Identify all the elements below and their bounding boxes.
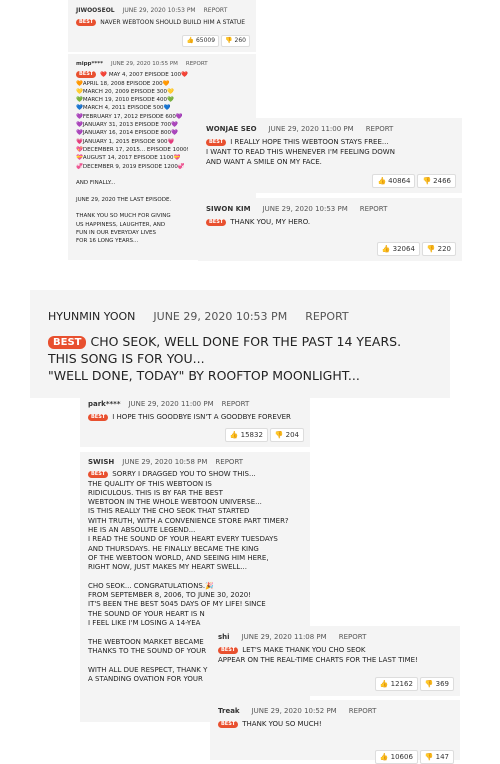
best-badge: BEST	[218, 721, 238, 728]
report-link[interactable]: REPORT	[365, 125, 394, 133]
vote-group	[377, 242, 456, 256]
comment-line: "WELL DONE, TODAY" BY ROOFTOP MOONLIGHT...	[48, 368, 360, 383]
comment-username: SWISH	[88, 458, 115, 466]
comment-header	[218, 706, 452, 716]
thumbs-down-icon: 👎	[225, 37, 233, 44]
comment-line: JUNE 29, 2020 THE LAST EPISODE.	[76, 196, 172, 203]
thumbs-down-icon: 👎	[422, 177, 432, 185]
thumbs-down-icon: 👎	[426, 245, 436, 253]
comment-username: JIWOOSEOL	[76, 7, 115, 14]
dislike-button[interactable]	[221, 35, 250, 47]
like-count: 15832	[240, 431, 263, 439]
thumbs-down-icon: 👎	[274, 431, 284, 439]
comment-card	[80, 393, 310, 447]
comment-header	[48, 308, 432, 325]
comment-line: AND FINALLY...	[76, 180, 116, 187]
comment-line: THE SOUND OF YOUR HEART IS N	[88, 609, 205, 618]
best-badge: BEST	[76, 71, 96, 78]
comment-line: THANKS TO THE SOUND OF YOUR	[88, 646, 207, 655]
dislike-count: 147	[435, 753, 449, 761]
comment-line: IT'S BEEN THE BEST 5045 DAYS OF MY LIFE! SINCE	[88, 600, 266, 609]
comment-header	[88, 458, 302, 467]
comment-date: JUNE 29, 2020 11:00 PM	[128, 400, 214, 408]
comment-text	[218, 719, 452, 729]
comment-date: JUNE 29, 2020 10:55 PM	[111, 61, 178, 67]
comment-username: SIWON KIM	[206, 205, 251, 213]
like-count: 65009	[195, 37, 216, 44]
like-button[interactable]	[225, 428, 268, 442]
comment-line: I READ THE SOUND OF YOUR HEART EVERY TUESDAYS	[88, 535, 278, 544]
comment-card-featured	[30, 290, 450, 398]
comment-username: WONJAE SEO	[206, 125, 257, 133]
comment-line: APPEAR ON THE REAL-TIME CHARTS FOR THE LAST TIME!	[218, 656, 418, 664]
comment-line: RIGHT NOW, JUST MAKES MY HEART SWELL...	[88, 563, 248, 572]
comment-line: 💜JANUARY 31, 2013 EPISODE 700💜	[76, 122, 178, 129]
comment-date: JUNE 29, 2020 10:53 PM	[122, 7, 196, 14]
thumbs-up-icon: 👍	[377, 177, 387, 185]
comment-header	[76, 60, 248, 68]
comment-header	[206, 204, 454, 214]
comment-line: THE QUALITY OF THIS WEBTOON IS	[88, 479, 212, 488]
comment-header	[76, 6, 248, 15]
vote-group	[375, 750, 454, 764]
comment-line: 💖DECEMBER 17, 2015... EPISODE 1000!	[76, 146, 189, 153]
comment-line: AND WANT A SMILE ON MY FACE.	[206, 158, 322, 166]
dislike-button[interactable]	[420, 677, 454, 691]
dislike-button[interactable]	[422, 242, 456, 256]
dislike-count: 204	[285, 431, 299, 439]
report-link[interactable]: REPORT	[348, 707, 377, 715]
comment-line: 💗JANUARY 1, 2015 EPISODE 900💗	[76, 138, 175, 145]
comment-card	[210, 700, 460, 760]
comment-line: 💙MARCH 4, 2011 EPISODE 500💙	[76, 105, 171, 112]
comment-line: SORRY I DRAGGED YOU TO SHOW THIS...	[112, 470, 256, 479]
comment-line: IS THIS REALLY THE CHO SEOK THAT STARTED	[88, 507, 250, 516]
report-link[interactable]: REPORT	[221, 400, 250, 408]
comment-date: JUNE 29, 2020 10:58 PM	[122, 458, 208, 466]
comment-username: shi	[218, 633, 230, 641]
comment-date: JUNE 29, 2020 10:52 PM	[251, 707, 337, 715]
comment-username: HYUNMIN YOON	[48, 310, 136, 323]
dislike-count: 369	[435, 680, 449, 688]
comment-line: WITH ALL DUE RESPECT, THANK Y	[88, 665, 208, 674]
report-link[interactable]: REPORT	[185, 61, 208, 67]
comment-line: RIDICULOUS. THIS IS BY FAR THE BEST	[88, 488, 223, 497]
like-button[interactable]	[377, 242, 420, 256]
comment-line: 💜FEBRUARY 17, 2012 EPISODE 600💜	[76, 113, 183, 120]
comment-card	[68, 0, 256, 52]
thumbs-up-icon: 👍	[381, 245, 391, 253]
comment-line: I REALLY HOPE THIS WEBTOON STAYS FREE...	[230, 138, 389, 146]
comment-text	[206, 217, 454, 227]
comment-card	[198, 198, 462, 261]
comment-line: 💛MARCH 20, 2009 EPISODE 300💛	[76, 88, 174, 95]
comment-body: NAVER WEBTOON SHOULD BUILD HIM A STATUE	[100, 19, 246, 26]
comment-line: 💝AUGUST 14, 2017 EPISODE 1100💝	[76, 155, 181, 162]
comment-line: I FEEL LIKE I'M LOSING A 14-YEA	[88, 619, 201, 628]
comment-username: Treak	[218, 707, 240, 715]
dislike-button[interactable]	[270, 428, 304, 442]
comment-line: A STANDING OVATION FOR YOUR	[88, 674, 203, 683]
comment-date: JUNE 29, 2020 10:53 PM	[153, 310, 288, 323]
comment-text	[218, 645, 452, 665]
comment-body: THANK YOU SO MUCH!	[242, 720, 322, 728]
comment-line: US HAPPINESS, LAUGHTER, AND	[76, 221, 166, 228]
vote-group	[375, 677, 454, 691]
report-link[interactable]: REPORT	[203, 7, 228, 14]
comment-card	[198, 118, 462, 193]
best-badge: BEST	[206, 139, 226, 146]
comment-body: THANK YOU, MY HERO.	[230, 218, 311, 226]
comment-line: 💞DECEMBER 9, 2019 EPISODE 1200💞	[76, 163, 185, 170]
comment-date: JUNE 29, 2020 11:08 PM	[241, 633, 327, 641]
dislike-button[interactable]	[417, 174, 456, 188]
best-badge: BEST	[48, 336, 86, 349]
best-badge: BEST	[88, 471, 108, 478]
comment-line: 💜JANUARY 16, 2014 EPISODE 800💜	[76, 130, 178, 137]
comment-line: WITH TRUTH, WITH A CONVENIENCE STORE PART TIMER?	[88, 516, 289, 525]
best-badge: BEST	[218, 647, 238, 654]
comment-line: AND THURSDAYS. HE FINALLY BECAME THE KING	[88, 544, 259, 553]
like-button[interactable]	[182, 35, 219, 47]
thumbs-up-icon: 👍	[379, 753, 389, 761]
comment-line: ❤️ MAY 4, 2007 EPISODE 100❤️	[100, 72, 188, 79]
comment-line: THIS SONG IS FOR YOU...	[48, 351, 205, 366]
report-link[interactable]: REPORT	[305, 310, 349, 323]
comment-line: FUN IN OUR EVERYDAY LIVES	[76, 229, 156, 236]
like-button[interactable]	[375, 750, 418, 764]
report-link[interactable]: REPORT	[359, 205, 388, 213]
comment-line: I WANT TO READ THIS WHENEVER I'M FEELING DOWN	[206, 148, 395, 156]
comment-text	[88, 412, 302, 422]
comment-line: WEBTOON IN THE WHOLE WEBTOON UNIVERSE...	[88, 498, 262, 507]
comment-line: OF THE WEBTOON WORLD, AND SEEING HIM HERE,	[88, 553, 269, 562]
comment-line: CHO SEOK, WELL DONE FOR THE PAST 14 YEARS.	[90, 334, 402, 349]
like-count: 32064	[392, 245, 415, 253]
like-button[interactable]	[372, 174, 415, 188]
comment-header	[206, 124, 454, 134]
like-count: 10606	[390, 753, 413, 761]
vote-group	[372, 174, 456, 188]
comment-line: CHO SEOK... CONGRATULATIONS.🎉	[88, 581, 214, 590]
best-badge: BEST	[76, 19, 96, 26]
like-count: 40864	[388, 177, 411, 185]
comment-line: LET'S MAKE THANK YOU CHO SEOK	[242, 646, 366, 654]
comment-line: FOR 16 LONG YEARS...	[76, 238, 139, 245]
dislike-count: 2466	[433, 177, 451, 185]
comment-line: FROM SEPTEMBER 8, 2006, TO JUNE 30, 2020!	[88, 591, 252, 600]
report-link[interactable]: REPORT	[338, 633, 367, 641]
like-count: 12162	[390, 680, 413, 688]
vote-group	[225, 428, 304, 442]
thumbs-up-icon: 👍	[379, 680, 389, 688]
thumbs-up-icon: 👍	[229, 431, 239, 439]
best-badge: BEST	[206, 219, 226, 226]
comment-date: JUNE 29, 2020 11:00 PM	[268, 125, 354, 133]
comment-text	[48, 333, 432, 384]
comment-text	[76, 18, 248, 27]
comment-header	[88, 399, 302, 409]
best-badge: BEST	[88, 414, 108, 421]
dislike-count: 220	[437, 245, 451, 253]
comment-body: I HOPE THIS GOODBYE ISN'T A GOODBYE FOREVER	[112, 413, 291, 421]
comment-date: JUNE 29, 2020 10:53 PM	[262, 205, 348, 213]
dislike-count: 260	[234, 37, 246, 44]
dislike-button[interactable]	[420, 750, 454, 764]
thumbs-down-icon: 👎	[424, 753, 434, 761]
comment-header	[218, 632, 452, 642]
vote-group	[182, 35, 250, 47]
report-link[interactable]: REPORT	[215, 458, 244, 466]
comment-line: 💚MARCH 19, 2010 EPISODE 400💚	[76, 97, 174, 104]
comment-text	[206, 137, 454, 167]
comment-card	[210, 626, 460, 696]
like-button[interactable]	[375, 677, 418, 691]
comment-line: THE WEBTOON MARKET BECAME	[88, 637, 204, 646]
comment-line: HE IS AN ABSOLUTE LEGEND...	[88, 526, 196, 535]
thumbs-down-icon: 👎	[424, 680, 434, 688]
thumbs-up-icon: 👍	[186, 37, 194, 44]
comment-username: mipp****	[76, 61, 103, 67]
comment-line: THANK YOU SO MUCH FOR GIVING	[76, 213, 171, 220]
comment-username: park****	[88, 400, 121, 408]
comment-line: 🧡APRIL 18, 2008 EPISODE 200🧡	[76, 80, 170, 87]
